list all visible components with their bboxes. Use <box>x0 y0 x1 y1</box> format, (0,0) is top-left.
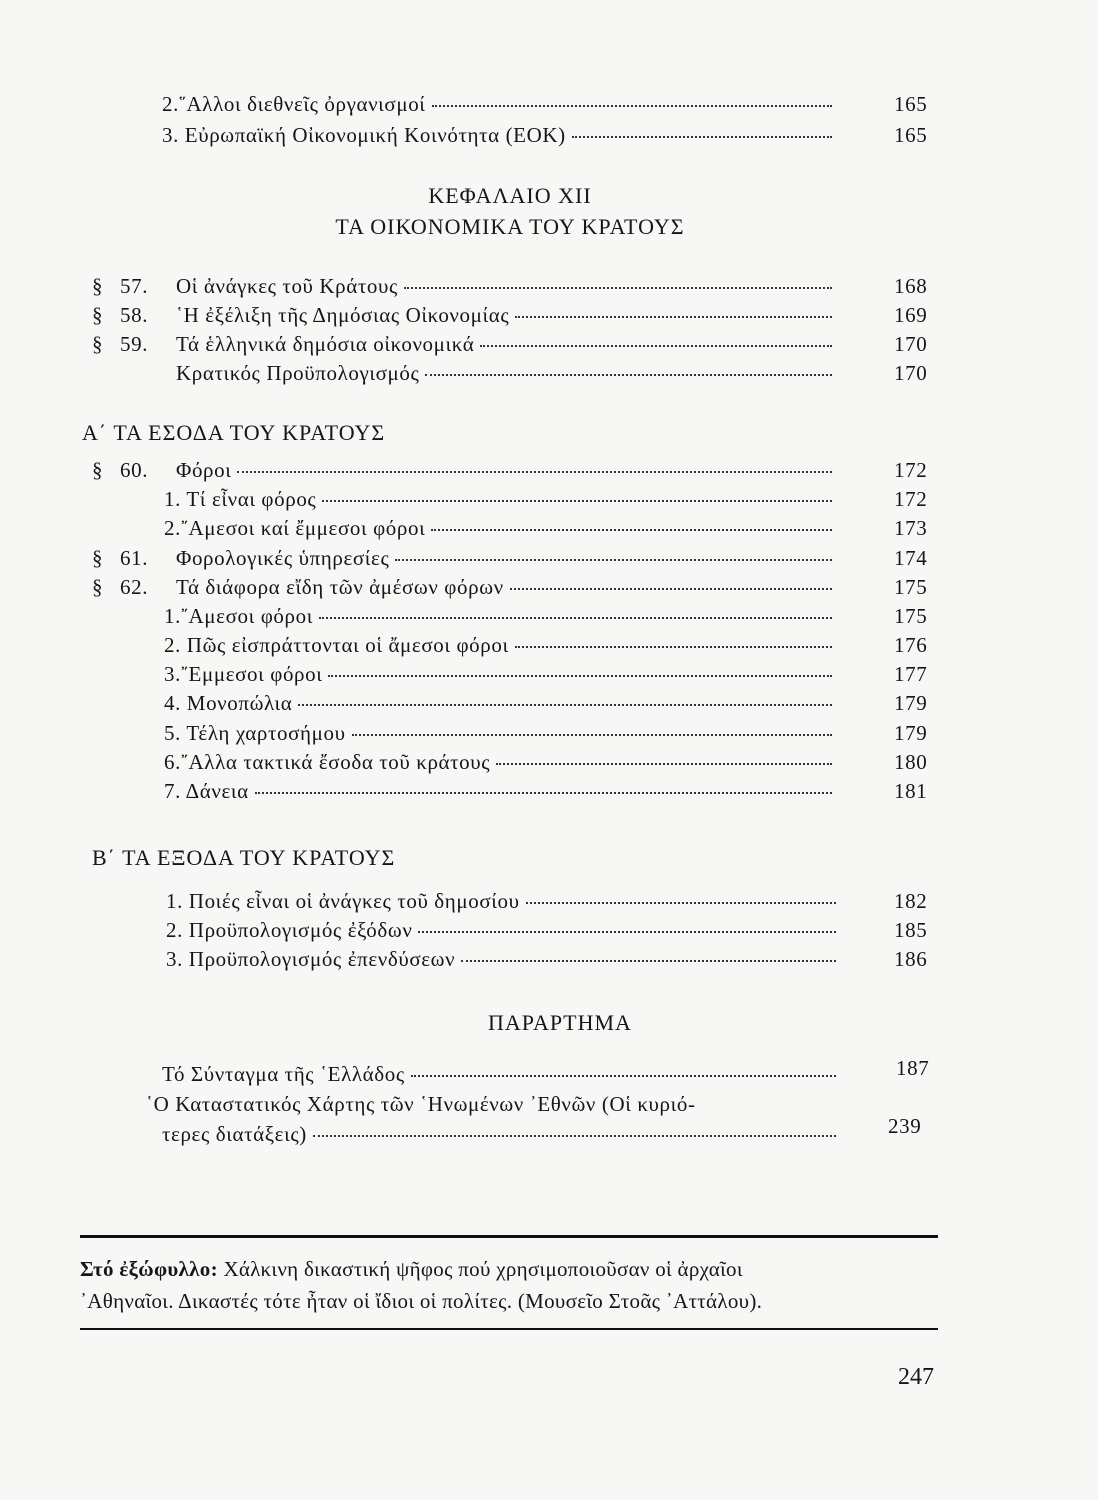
leader-dots <box>352 733 832 736</box>
toc-entry <box>92 546 928 576</box>
toc-entry-label: 2. Προϋπολογισμός ἐξόδων <box>166 918 413 942</box>
toc-entry-page: 179 <box>894 691 928 715</box>
cover-note-bold: Στό ἐξώφυλλο: <box>80 1257 218 1281</box>
leader-dots <box>418 930 836 933</box>
toc-entry-label: Φόροι <box>176 458 232 482</box>
toc-entry-label: Τά ἑλληνικά δημόσια οἰκονομικά <box>176 332 475 356</box>
toc-entry-page: 172 <box>894 458 928 482</box>
section-sign: § <box>92 274 104 298</box>
toc-entry-label: Κρατικός Προϋπολογισμός <box>176 361 420 385</box>
toc-entry <box>92 274 928 304</box>
chapter-title: ΤΑ ΟΙΚΟΝΟΜΙΚΑ ΤΟΥ ΚΡΑΤΟΥΣ <box>335 214 685 239</box>
appendix-title: ΠΑΡΑΡΤΗΜΑ <box>488 1010 632 1035</box>
toc-entry-label: 2.῞Αλλοι διεθνεῖς ὀργανισμοί <box>162 92 426 116</box>
toc-entry <box>164 691 928 721</box>
leader-dots <box>432 104 832 107</box>
toc-entry-page: 181 <box>894 779 928 803</box>
toc-entry <box>92 575 928 605</box>
toc-entry-page: 175 <box>894 604 928 628</box>
leader-dots <box>461 959 836 962</box>
toc-entry-page: 165 <box>894 123 928 147</box>
section-number: 58. <box>120 303 149 327</box>
toc-entry-label: 1.῎Αμεσοι φόροι <box>164 604 313 628</box>
toc-entry-page: 239 <box>888 1114 922 1138</box>
toc-entry <box>164 633 928 663</box>
section-number: 60. <box>120 458 149 482</box>
section-sign: § <box>92 458 104 482</box>
toc-entry <box>164 779 928 809</box>
toc-entry <box>92 458 928 488</box>
section-sign: § <box>92 303 104 327</box>
toc-entry-label: 3.῎Εμμεσοι φόροι <box>164 662 323 686</box>
toc-entry <box>176 361 928 391</box>
toc-entry <box>92 332 928 362</box>
leader-dots <box>404 286 832 289</box>
leader-dots <box>411 1074 836 1077</box>
toc-entry-line <box>146 1092 846 1122</box>
toc-entry-page: 165 <box>894 92 928 116</box>
toc-entry-page: 168 <box>894 274 928 298</box>
toc-entry-page: 187 <box>896 1056 930 1080</box>
leader-dots <box>526 901 836 904</box>
toc-entry <box>166 918 928 948</box>
divider-top <box>80 1235 938 1238</box>
leader-dots <box>510 587 832 590</box>
page-number: 247 <box>898 1364 934 1390</box>
toc-entry-label: Φορολογικές ὑπηρεσίες <box>176 546 390 570</box>
part-a-title: Α΄ ΤΑ ΕΣΟΔΑ ΤΟΥ ΚΡΑΤΟΥΣ <box>82 420 386 445</box>
section-number: 59. <box>120 332 149 356</box>
toc-entry-page: 169 <box>894 303 928 327</box>
toc-entry-label: 4. Μονοπώλια <box>164 691 293 715</box>
toc-entry-label: 3. Εὐρωπαϊκή Οἰκονομική Κοινότητα (ΕΟΚ) <box>162 123 566 147</box>
toc-entry-label: Οἱ ἀνάγκες τοῦ Κράτους <box>176 274 398 298</box>
leader-dots <box>515 645 832 648</box>
leader-dots <box>328 674 832 677</box>
leader-dots <box>319 616 832 619</box>
leader-dots <box>395 558 832 561</box>
toc-entry <box>164 721 928 751</box>
toc-entry-page: 176 <box>894 633 928 657</box>
cover-note <box>80 1253 940 1317</box>
toc-entry-label: Τό Σύνταγμα τῆς ῾Ελλάδος <box>162 1062 405 1086</box>
toc-entry-page: 172 <box>894 487 928 511</box>
toc-entry-label: 5. Τέλη χαρτοσήμου <box>164 721 346 745</box>
leader-dots <box>496 762 832 765</box>
leader-dots <box>431 528 832 531</box>
toc-entry <box>162 1114 922 1152</box>
toc-entry-page: 175 <box>894 575 928 599</box>
toc-entry-label: 2.῎Αμεσοι καί ἔμμεσοι φόροι <box>164 516 426 540</box>
section-number: 62. <box>120 575 149 599</box>
toc-entry <box>92 303 928 333</box>
toc-entry-label: 1. Τί εἶναι φόρος <box>164 487 317 511</box>
toc-entry <box>164 516 928 546</box>
toc-entry-label: ῾Η ἐξέλιξη τῆς Δημόσιας Οἰκονομίας <box>176 303 510 327</box>
cover-note-line2: ᾿Αθηναῖοι. Δικαστές τότε ἦταν οἱ ἴδιοι οἱ πολίτες. (Μουσεῖο Στοᾶς ᾿Αττάλου). <box>80 1289 763 1313</box>
toc-entry-label: 6.῎Αλλα τακτικά ἔσοδα τοῦ κράτους <box>164 750 491 774</box>
toc-entry-page: 179 <box>894 721 928 745</box>
leader-dots <box>313 1134 836 1137</box>
toc-entry-page: 180 <box>894 750 928 774</box>
section-sign: § <box>92 546 104 570</box>
toc-entry <box>162 123 928 153</box>
toc-entry <box>166 889 928 919</box>
leader-dots <box>480 344 832 347</box>
section-sign: § <box>92 332 104 356</box>
toc-entry-label: 7. Δάνεια <box>164 779 249 803</box>
toc-entry-label: Τά διάφορα εἴδη τῶν ἀμέσων φόρων <box>176 575 504 599</box>
toc-entry <box>164 750 928 780</box>
toc-entry-label: 1. Ποιές εἶναι οἱ ἀνάγκες τοῦ δημοσίου <box>166 889 520 913</box>
toc-entry-page: 177 <box>894 662 928 686</box>
toc-entry-page: 170 <box>894 361 928 385</box>
toc-entry-page: 174 <box>894 546 928 570</box>
toc-entry-label: ῾Ο Καταστατικός Χάρτης τῶν ῾Ηνωμένων ᾿Εθνῶν (Οἱ κυριό- <box>146 1092 696 1116</box>
leader-dots <box>515 315 832 318</box>
toc-entry-page: 185 <box>894 918 928 942</box>
leader-dots <box>572 135 832 138</box>
toc-entry-page: 173 <box>894 516 928 540</box>
cover-note-text1: Χάλκινη δικαστική ψῆφος πού χρησιμοποιοῦσαν οἱ ἀρχαῖοι <box>223 1257 743 1281</box>
leader-dots <box>425 373 832 376</box>
section-number: 61. <box>120 546 149 570</box>
toc-entry <box>164 604 928 634</box>
section-sign: § <box>92 575 104 599</box>
leader-dots <box>255 791 832 794</box>
leader-dots <box>298 703 832 706</box>
part-b-title: Β΄ ΤΑ ΕΞΟΔΑ ΤΟΥ ΚΡΑΤΟΥΣ <box>92 845 396 870</box>
toc-entry <box>164 662 928 692</box>
toc-entry <box>166 947 928 977</box>
toc-entry-label: τερες διατάξεις) <box>162 1122 307 1146</box>
toc-entry-page: 182 <box>894 889 928 913</box>
toc-entry-label: 2. Πῶς εἰσπράττονται οἱ ἄμεσοι φόροι <box>164 633 509 657</box>
toc-entry-page: 186 <box>894 947 928 971</box>
leader-dots <box>322 499 832 502</box>
toc-entry <box>162 1056 930 1092</box>
toc-entry-label: 3. Προϋπολογισμός ἐπενδύσεων <box>166 947 456 971</box>
chapter-number: ΚΕΦΑΛΑΙΟ XII <box>428 183 592 208</box>
toc-entry <box>162 92 928 122</box>
toc-entry <box>164 487 928 517</box>
divider-bottom <box>80 1328 938 1330</box>
section-number: 57. <box>120 274 149 298</box>
cover-note-line1 <box>80 1253 940 1285</box>
leader-dots <box>237 470 832 473</box>
toc-entry-page: 170 <box>894 332 928 356</box>
